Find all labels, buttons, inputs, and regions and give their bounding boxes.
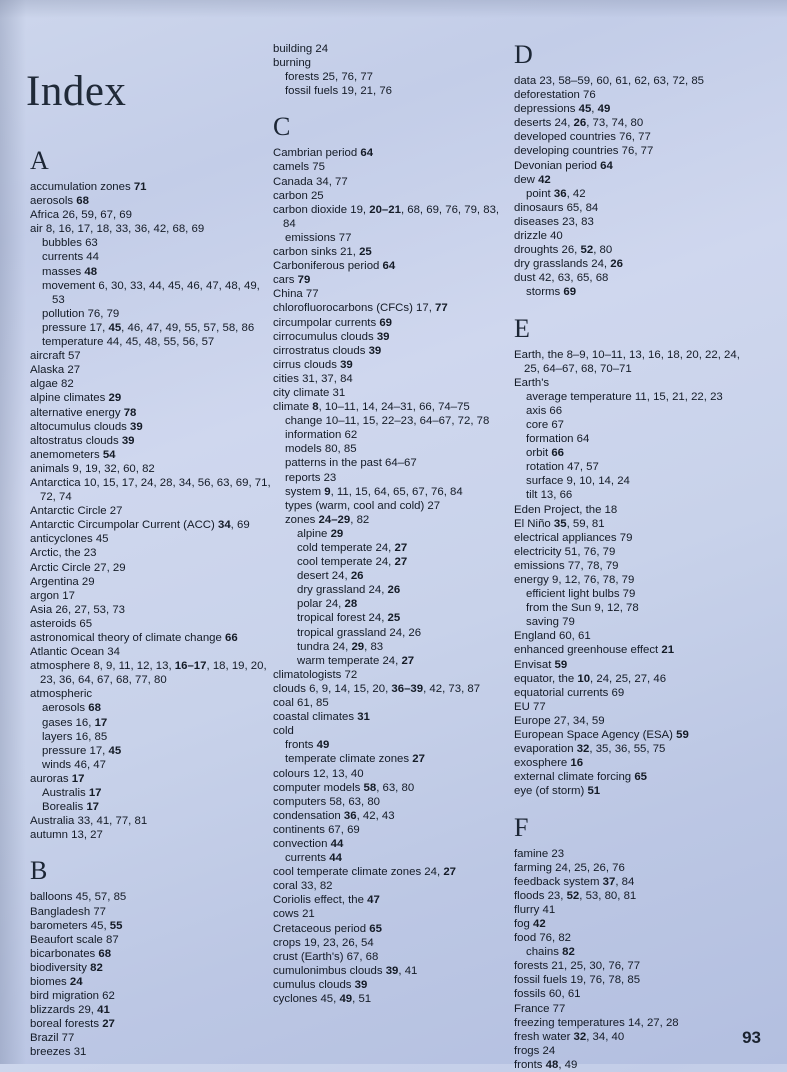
index-entry: cool temperate climate zones 24, 27 (273, 865, 514, 879)
index-entry: pressure 17, 45 (30, 744, 273, 758)
index-letter-heading: C (273, 114, 514, 140)
index-entry: droughts 26, 52, 80 (514, 243, 757, 257)
index-entry: El Niño 35, 59, 81 (514, 517, 757, 531)
index-entry: computers 58, 63, 80 (273, 795, 514, 809)
index-entry: models 80, 85 (273, 442, 514, 456)
index-entry: temperate climate zones 27 (273, 752, 514, 766)
index-entry: pollution 76, 79 (30, 307, 273, 321)
index-entry: tropical forest 24, 25 (273, 611, 514, 625)
index-entry: altostratus clouds 39 (30, 434, 273, 448)
page-number: 93 (742, 1028, 761, 1048)
index-entry: chains 82 (514, 945, 757, 959)
index-entry: Earth's (514, 376, 757, 390)
index-entry: fresh water 32, 34, 40 (514, 1030, 757, 1044)
index-entry: carbon 25 (273, 189, 514, 203)
page-top-shading (0, 0, 787, 18)
index-entry: saving 79 (514, 615, 757, 629)
index-entry: from the Sun 9, 12, 78 (514, 601, 757, 615)
index-entry: air 8, 16, 17, 18, 33, 36, 42, 68, 69 (30, 222, 273, 236)
index-column-2 (273, 36, 514, 1044)
index-entry: fossils 60, 61 (514, 987, 757, 1001)
index-entry: camels 75 (273, 160, 514, 174)
index-entry: anticyclones 45 (30, 532, 273, 546)
index-entry: condensation 36, 42, 43 (273, 809, 514, 823)
index-entry: enhanced greenhouse effect 21 (514, 643, 757, 657)
index-entry: biodiversity 82 (30, 961, 273, 975)
index-entry: climate 8, 10–11, 14, 24–31, 66, 74–75 (273, 400, 514, 414)
index-entry: dry grassland 24, 26 (273, 583, 514, 597)
index-entry: gases 16, 17 (30, 716, 273, 730)
index-entry: zones 24–29, 82 (273, 513, 514, 527)
index-entry: astronomical theory of climate change 66 (30, 631, 273, 645)
index-entry: movement 6, 30, 33, 44, 45, 46, 47, 48, 49, 53 (30, 279, 273, 307)
index-entry: computer models 58, 63, 80 (273, 781, 514, 795)
index-entry: change 10–11, 15, 22–23, 64–67, 72, 78 (273, 414, 514, 428)
index-entry: Atlantic Ocean 34 (30, 645, 273, 659)
index-entry-list (514, 74, 757, 300)
index-entry: food 76, 82 (514, 931, 757, 945)
index-entry: developed countries 76, 77 (514, 130, 757, 144)
index-entry: data 23, 58–59, 60, 61, 62, 63, 72, 85 (514, 74, 757, 88)
index-entry: atmosphere 8, 9, 11, 12, 13, 16–17, 18, 19, 20, 23, 36, 64, 67, 68, 77, 80 (30, 659, 273, 687)
index-entry: emissions 77, 78, 79 (514, 559, 757, 573)
index-entry: crust (Earth's) 67, 68 (273, 950, 514, 964)
index-entry: Coriolis effect, the 47 (273, 893, 514, 907)
index-letter-heading: E (514, 316, 757, 342)
index-entry: forests 25, 76, 77 (273, 70, 514, 84)
index-entry: cows 21 (273, 907, 514, 921)
index-entry: Devonian period 64 (514, 159, 757, 173)
index-entry: boreal forests 27 (30, 1017, 273, 1031)
index-entry: fossil fuels 19, 21, 76 (273, 84, 514, 98)
index-entry: atmospheric (30, 687, 273, 701)
index-columns (30, 36, 757, 1044)
index-entry: feedback system 37, 84 (514, 875, 757, 889)
index-entry: orbit 66 (514, 446, 757, 460)
index-entry: European Space Agency (ESA) 59 (514, 728, 757, 742)
index-entry: electrical appliances 79 (514, 531, 757, 545)
index-entry: carbon dioxide 19, 20–21, 68, 69, 76, 79, 83, 84 (273, 203, 514, 231)
index-entry: fog 42 (514, 917, 757, 931)
index-entry: formation 64 (514, 432, 757, 446)
index-entry: freezing temperatures 14, 27, 28 (514, 1016, 757, 1030)
index-entry: algae 82 (30, 377, 273, 391)
index-entry-list (514, 348, 757, 799)
index-entry: chlorofluorocarbons (CFCs) 17, 77 (273, 301, 514, 315)
index-entry: temperature 44, 45, 48, 55, 56, 57 (30, 335, 273, 349)
index-entry: coal 61, 85 (273, 696, 514, 710)
index-entry: animals 9, 19, 32, 60, 82 (30, 462, 273, 476)
index-entry: frogs 24 (514, 1044, 757, 1058)
index-entry: blizzards 29, 41 (30, 1003, 273, 1017)
index-entry: coral 33, 82 (273, 879, 514, 893)
index-entry: biomes 24 (30, 975, 273, 989)
index-entry: crops 19, 23, 26, 54 (273, 936, 514, 950)
index-entry: information 62 (273, 428, 514, 442)
index-entry: equator, the 10, 24, 25, 27, 46 (514, 672, 757, 686)
index-entry: point 36, 42 (514, 187, 757, 201)
index-entry: developing countries 76, 77 (514, 144, 757, 158)
index-entry: fronts 48, 49 (514, 1058, 757, 1072)
index-entry: dry grasslands 24, 26 (514, 257, 757, 271)
index-entry: layers 16, 85 (30, 730, 273, 744)
index-entry: core 67 (514, 418, 757, 432)
index-letter-heading: A (30, 148, 273, 174)
index-entry: building 24 (273, 42, 514, 56)
index-entry: desert 24, 26 (273, 569, 514, 583)
index-entry: accumulation zones 71 (30, 180, 273, 194)
index-entry: anemometers 54 (30, 448, 273, 462)
index-entry: EU 77 (514, 700, 757, 714)
index-entry: cyclones 45, 49, 51 (273, 992, 514, 1006)
index-entry: Eden Project, the 18 (514, 503, 757, 517)
index-entry: diseases 23, 83 (514, 215, 757, 229)
index-entry-list (30, 180, 273, 842)
index-entry: evaporation 32, 35, 36, 55, 75 (514, 742, 757, 756)
index-entry: cumulus clouds 39 (273, 978, 514, 992)
index-entry: tundra 24, 29, 83 (273, 640, 514, 654)
index-entry-list (273, 146, 514, 1006)
index-entry: cumulonimbus clouds 39, 41 (273, 964, 514, 978)
index-entry: famine 23 (514, 847, 757, 861)
index-entry: system 9, 11, 15, 64, 65, 67, 76, 84 (273, 485, 514, 499)
index-entry: winds 46, 47 (30, 758, 273, 772)
index-entry: currents 44 (30, 250, 273, 264)
index-letter-heading: F (514, 815, 757, 841)
index-entry: tilt 13, 66 (514, 488, 757, 502)
index-entry: Canada 34, 77 (273, 175, 514, 189)
index-entry: continents 67, 69 (273, 823, 514, 837)
index-entry: efficient light bulbs 79 (514, 587, 757, 601)
index-entry: circumpolar currents 69 (273, 316, 514, 330)
index-entry: convection 44 (273, 837, 514, 851)
index-entry: Alaska 27 (30, 363, 273, 377)
index-entry: eye (of storm) 51 (514, 784, 757, 798)
index-entry: cirrocumulus clouds 39 (273, 330, 514, 344)
index-entry: aircraft 57 (30, 349, 273, 363)
index-letter-heading: D (514, 42, 757, 68)
index-entry: Borealis 17 (30, 800, 273, 814)
index-entry: floods 23, 52, 53, 80, 81 (514, 889, 757, 903)
index-entry: warm temperate 24, 27 (273, 654, 514, 668)
index-entry: cirrostratus clouds 39 (273, 344, 514, 358)
index-entry: Envisat 59 (514, 658, 757, 672)
index-entry: Earth, the 8–9, 10–11, 13, 16, 18, 20, 22, 24, 25, 64–67, 68, 70–71 (514, 348, 757, 376)
index-entry: emissions 77 (273, 231, 514, 245)
index-entry: burning (273, 56, 514, 70)
index-entry: external climate forcing 65 (514, 770, 757, 784)
index-entry: China 77 (273, 287, 514, 301)
index-entry: dust 42, 63, 65, 68 (514, 271, 757, 285)
index-entry: reports 23 (273, 471, 514, 485)
index-entry: auroras 17 (30, 772, 273, 786)
index-letter-heading: B (30, 858, 273, 884)
index-entry: bubbles 63 (30, 236, 273, 250)
index-column-3 (514, 36, 757, 1044)
index-entry: France 77 (514, 1002, 757, 1016)
index-entry: axis 66 (514, 404, 757, 418)
index-entry: Carboniferous period 64 (273, 259, 514, 273)
index-entry: city climate 31 (273, 386, 514, 400)
index-entry: argon 17 (30, 589, 273, 603)
index-entry: Antarctic Circumpolar Current (ACC) 34, 69 (30, 518, 273, 532)
index-entry: aerosols 68 (30, 701, 273, 715)
page-title: Index (26, 67, 126, 116)
index-entry: Antarctic Circle 27 (30, 504, 273, 518)
index-entry: Brazil 77 (30, 1031, 273, 1045)
index-entry: Australia 33, 41, 77, 81 (30, 814, 273, 828)
index-entry: Beaufort scale 87 (30, 933, 273, 947)
index-entry: Europe 27, 34, 59 (514, 714, 757, 728)
index-entry: Arctic, the 23 (30, 546, 273, 560)
index-entry: Bangladesh 77 (30, 905, 273, 919)
index-entry: deforestation 76 (514, 88, 757, 102)
index-entry: clouds 6, 9, 14, 15, 20, 36–39, 42, 73, 87 (273, 682, 514, 696)
index-entry: England 60, 61 (514, 629, 757, 643)
index-entry: coastal climates 31 (273, 710, 514, 724)
index-entry: masses 48 (30, 265, 273, 279)
index-entry-list (514, 847, 757, 1072)
index-entry: dinosaurs 65, 84 (514, 201, 757, 215)
index-entry: Cretaceous period 65 (273, 922, 514, 936)
index-entry: Asia 26, 27, 53, 73 (30, 603, 273, 617)
index-entry: patterns in the past 64–67 (273, 456, 514, 470)
index-entry-list (273, 42, 514, 98)
index-entry: alternative energy 78 (30, 406, 273, 420)
index-entry: dew 42 (514, 173, 757, 187)
index-column-1 (30, 36, 273, 1044)
index-entry: farming 24, 25, 26, 76 (514, 861, 757, 875)
index-entry: cirrus clouds 39 (273, 358, 514, 372)
index-entry: Australis 17 (30, 786, 273, 800)
index-entry: drizzle 40 (514, 229, 757, 243)
index-entry: asteroids 65 (30, 617, 273, 631)
index-entry: flurry 41 (514, 903, 757, 917)
index-entry: aerosols 68 (30, 194, 273, 208)
index-entry: alpine 29 (273, 527, 514, 541)
index-entry: types (warm, cool and cold) 27 (273, 499, 514, 513)
index-entry: Africa 26, 59, 67, 69 (30, 208, 273, 222)
index-entry: climatologists 72 (273, 668, 514, 682)
index-entry: cities 31, 37, 84 (273, 372, 514, 386)
index-entry: tropical grassland 24, 26 (273, 626, 514, 640)
index-entry: bicarbonates 68 (30, 947, 273, 961)
index-entry: cold (273, 724, 514, 738)
index-entry: Argentina 29 (30, 575, 273, 589)
index-entry: rotation 47, 57 (514, 460, 757, 474)
index-entry: deserts 24, 26, 73, 74, 80 (514, 116, 757, 130)
index-entry: altocumulus clouds 39 (30, 420, 273, 434)
index-entry: autumn 13, 27 (30, 828, 273, 842)
index-entry: barometers 45, 55 (30, 919, 273, 933)
index-entry: carbon sinks 21, 25 (273, 245, 514, 259)
index-entry: Cambrian period 64 (273, 146, 514, 160)
index-entry: equatorial currents 69 (514, 686, 757, 700)
index-entry: fossil fuels 19, 76, 78, 85 (514, 973, 757, 987)
index-entry: cold temperate 24, 27 (273, 541, 514, 555)
index-entry: colours 12, 13, 40 (273, 767, 514, 781)
index-entry: pressure 17, 45, 46, 47, 49, 55, 57, 58, 86 (30, 321, 273, 335)
page-edge-shading (0, 0, 26, 1064)
index-entry-list (30, 890, 273, 1059)
index-entry: currents 44 (273, 851, 514, 865)
index-entry: balloons 45, 57, 85 (30, 890, 273, 904)
index-entry: average temperature 11, 15, 21, 22, 23 (514, 390, 757, 404)
index-entry: alpine climates 29 (30, 391, 273, 405)
index-entry: breezes 31 (30, 1045, 273, 1059)
index-entry: forests 21, 25, 30, 76, 77 (514, 959, 757, 973)
index-entry: exosphere 16 (514, 756, 757, 770)
index-entry: bird migration 62 (30, 989, 273, 1003)
index-entry: depressions 45, 49 (514, 102, 757, 116)
index-entry: cars 79 (273, 273, 514, 287)
index-entry: cool temperate 24, 27 (273, 555, 514, 569)
index-entry: energy 9, 12, 76, 78, 79 (514, 573, 757, 587)
index-entry: electricity 51, 76, 79 (514, 545, 757, 559)
index-entry: Antarctica 10, 15, 17, 24, 28, 34, 56, 63, 69, 71, 72, 74 (30, 476, 273, 504)
index-entry: fronts 49 (273, 738, 514, 752)
index-entry: polar 24, 28 (273, 597, 514, 611)
index-entry: Arctic Circle 27, 29 (30, 561, 273, 575)
index-entry: storms 69 (514, 285, 757, 299)
index-entry: surface 9, 10, 14, 24 (514, 474, 757, 488)
